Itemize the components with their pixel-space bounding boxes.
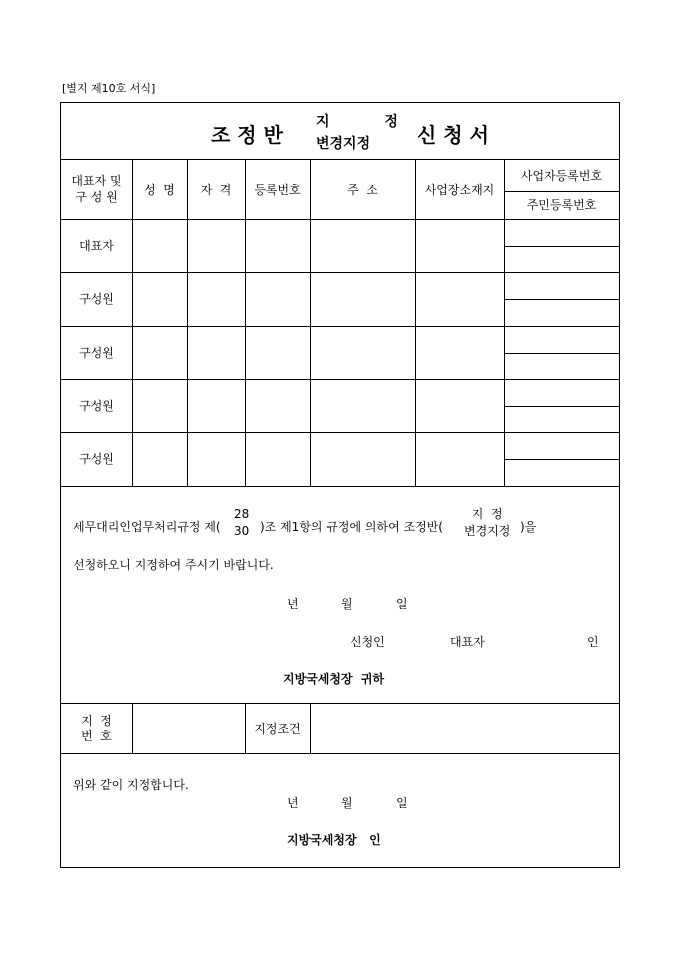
declaration-section: [61, 486, 619, 703]
divider: [310, 703, 311, 753]
header-business-reg-number: 사업자등록번호: [520, 168, 603, 183]
article-top: 28: [234, 507, 250, 521]
article-options: [234, 506, 249, 541]
declaration-date-month: 월: [341, 597, 353, 611]
row-label-representative: 대표자: [79, 238, 114, 253]
declaration-text-a: 세무대리인업무처리규정 제(: [73, 520, 221, 534]
approval-text: 위와 같이 지정합니다.: [73, 778, 189, 792]
divider: [61, 272, 619, 273]
form-reference: [별지 제10호 서식]: [62, 82, 156, 95]
designation-condition-label: 지정조건: [254, 721, 301, 736]
approval-date-month: 월: [341, 796, 353, 810]
title-left: 조 정 반: [211, 123, 283, 147]
divider: [61, 219, 619, 220]
divider: [504, 459, 619, 460]
designation-label-line1: 지 정: [81, 713, 112, 728]
designation-number-label: [61, 704, 132, 753]
declaration-text-b: )조 제1항의 규정에 의하여 조정반(: [260, 520, 443, 534]
row-label-member: 구성원: [79, 452, 114, 466]
article-bottom: 30: [234, 524, 250, 539]
designation-label-line2: 번 호: [81, 728, 112, 743]
divider: [504, 246, 619, 247]
divider: [504, 353, 619, 354]
addressee: 지방국세청장 귀하: [283, 672, 385, 686]
title-option-top: 지 정: [316, 114, 398, 130]
divider: [61, 326, 619, 327]
header-address: 주 소: [347, 182, 378, 197]
header-rep-line1: 대표자 및: [71, 173, 122, 188]
applicant-label: 신청인: [350, 635, 385, 649]
representative-label: 대표자: [450, 635, 485, 649]
approval-section: [61, 753, 619, 867]
applicant-seal: 인: [587, 635, 599, 649]
divider: [132, 703, 133, 753]
divider: [61, 379, 619, 380]
header-rep-line2: 구 성 원: [75, 189, 118, 204]
approval-date-day: 일: [396, 796, 408, 810]
approval-signature: 지방국세청장 인: [287, 833, 381, 847]
divider: [504, 299, 619, 300]
application-form: [60, 102, 620, 868]
declaration-date-day: 일: [396, 597, 408, 611]
header-qualification: 자 격: [200, 182, 232, 197]
header-representative-members: [61, 160, 132, 219]
declaration-options: [464, 506, 510, 541]
declaration-option-top: 지 정: [471, 507, 503, 521]
header-name: 성 명: [144, 182, 175, 197]
declaration-option-bottom: 변경지정: [464, 524, 511, 539]
form-title: [61, 103, 619, 159]
row-label-member: 구성원: [79, 345, 114, 360]
title-right: 신 청 서: [417, 123, 489, 147]
header-business-location: 사업장소재지: [424, 182, 495, 197]
declaration-date-year: 년: [287, 597, 299, 611]
row-label-member: 구성원: [79, 292, 114, 306]
divider: [504, 406, 619, 407]
divider: [61, 432, 619, 433]
row-label-member: 구성원: [79, 398, 114, 413]
declaration-line2: 선청하오니 지정하여 주시기 바랍니다.: [73, 558, 274, 572]
header-registration-number: 등록번호: [254, 182, 301, 197]
header-resident-reg-number: 주민등록번호: [526, 198, 597, 212]
declaration-text-c: )을: [520, 520, 537, 534]
title-option-bottom: 변경지정: [316, 136, 371, 152]
divider: [61, 703, 619, 704]
approval-date-year: 년: [287, 796, 299, 810]
